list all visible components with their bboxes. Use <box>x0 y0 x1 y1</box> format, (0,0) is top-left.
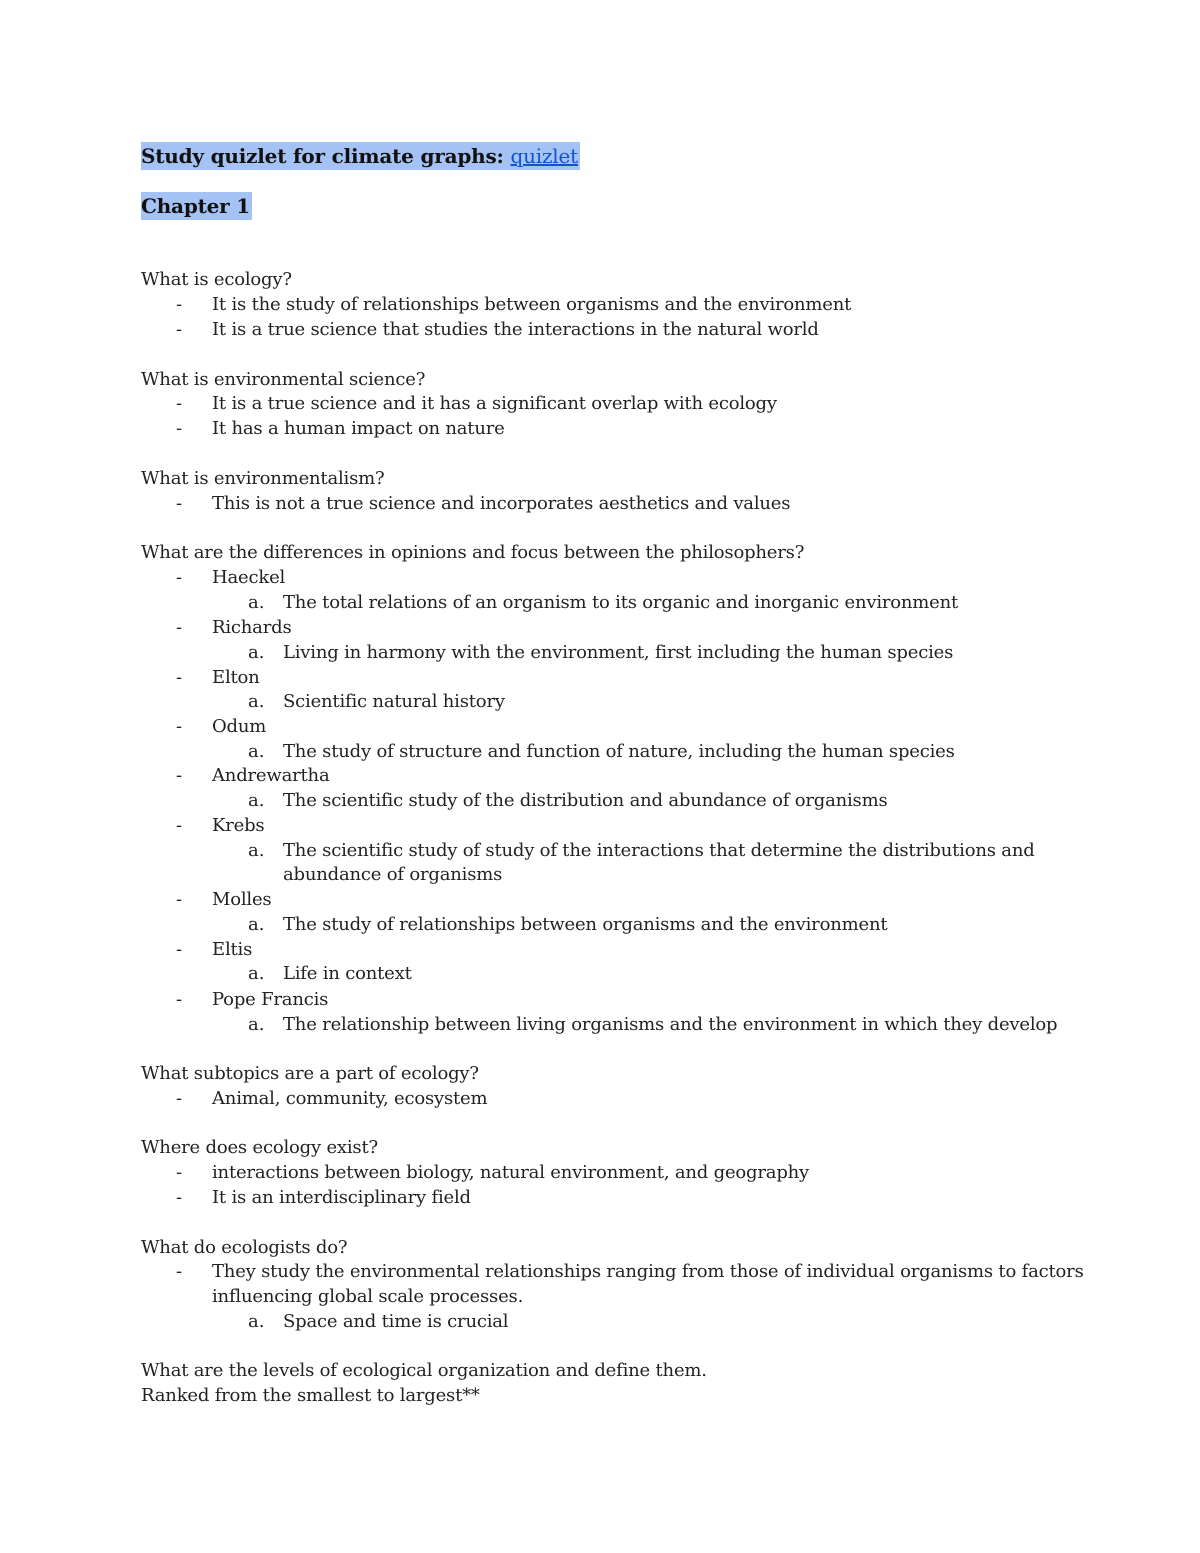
philosopher-name: Pope Francis <box>212 989 329 1010</box>
philosopher-name: Haeckel <box>212 567 286 588</box>
study-quizlet-label: Study quizlet for climate graphs: <box>141 144 511 168</box>
bullet-dash: - <box>176 989 183 1010</box>
bullet-dash: - <box>176 493 183 514</box>
bullet-dash: - <box>176 294 183 315</box>
philosopher-name: Elton <box>212 667 260 688</box>
question-where-ecology-exists: Where does ecology exist? <box>141 1137 378 1158</box>
answer-line: It is an interdisciplinary field <box>212 1187 471 1208</box>
sub-marker: a. <box>248 963 265 984</box>
question-environmental-science: What is environmental science? <box>141 369 426 390</box>
philosopher-name: Andrewartha <box>212 765 330 786</box>
answer-line: interactions between biology, natural environment, and geography <box>212 1162 810 1183</box>
sub-marker: a. <box>248 691 265 712</box>
philosopher-name: Molles <box>212 889 272 910</box>
philosopher-definition: Scientific natural history <box>283 691 505 712</box>
answer-line: It is the study of relationships between organisms and the environment <box>212 294 852 315</box>
philosopher-definition: The relationship between living organisms and the environment in which they develop <box>283 1014 1058 1035</box>
philosopher-name: Eltis <box>212 939 253 960</box>
chapter-heading: Chapter 1 <box>141 194 250 218</box>
philosopher-definition: The study of relationships between organisms and the environment <box>283 914 888 935</box>
bullet-dash: - <box>176 939 183 960</box>
bullet-dash: - <box>176 667 183 688</box>
answer-line: Animal, community, ecosystem <box>212 1088 488 1109</box>
philosopher-definition: Living in harmony with the environment, first including the human species <box>283 642 954 663</box>
philosopher-definition: The scientific study of study of the interactions that determine the distributions and <box>283 840 1035 861</box>
answer-line: It is a true science that studies the interactions in the natural world <box>212 319 819 340</box>
quizlet-link[interactable]: quizlet <box>510 144 578 168</box>
sub-marker: a. <box>248 592 265 613</box>
sub-marker: a. <box>248 1311 265 1332</box>
philosopher-definition: The study of structure and function of nature, including the human species <box>283 741 955 762</box>
sub-marker: a. <box>248 741 265 762</box>
bullet-dash: - <box>176 418 183 439</box>
bullet-dash: - <box>176 617 183 638</box>
answer-line-continued: influencing global scale processes. <box>212 1286 524 1307</box>
bullet-dash: - <box>176 1261 183 1282</box>
bullet-dash: - <box>176 1187 183 1208</box>
philosopher-definition-continued: abundance of organisms <box>283 864 503 885</box>
question-levels: What are the levels of ecological organization and define them. <box>141 1360 707 1381</box>
philosopher-definition: The scientific study of the distribution and abundance of organisms <box>283 790 888 811</box>
answer-line: This is not a true science and incorporates aesthetics and values <box>212 493 791 514</box>
philosopher-definition: Life in context <box>283 963 412 984</box>
question-philosophers: What are the differences in opinions and focus between the philosophers? <box>141 542 805 563</box>
bullet-dash: - <box>176 815 183 836</box>
sub-answer-line: Space and time is crucial <box>283 1311 509 1332</box>
philosopher-name: Richards <box>212 617 292 638</box>
question-subtopics: What subtopics are a part of ecology? <box>141 1063 479 1084</box>
bullet-dash: - <box>176 393 183 414</box>
sub-marker: a. <box>248 840 265 861</box>
bullet-dash: - <box>176 567 183 588</box>
answer-line: It has a human impact on nature <box>212 418 505 439</box>
sub-marker: a. <box>248 642 265 663</box>
philosopher-name: Krebs <box>212 815 265 836</box>
philosopher-name: Odum <box>212 716 267 737</box>
answer-line: They study the environmental relationships ranging from those of individual organisms to factors <box>212 1261 1084 1282</box>
bullet-dash: - <box>176 716 183 737</box>
bullet-dash: - <box>176 765 183 786</box>
question-ecologists: What do ecologists do? <box>141 1237 348 1258</box>
philosopher-definition: The total relations of an organism to its organic and inorganic environment <box>283 592 959 613</box>
question-environmentalism: What is environmentalism? <box>141 468 385 489</box>
bullet-dash: - <box>176 1162 183 1183</box>
bullet-dash: - <box>176 319 183 340</box>
sub-marker: a. <box>248 790 265 811</box>
answer-line: It is a true science and it has a significant overlap with ecology <box>212 393 777 414</box>
sub-marker: a. <box>248 1014 265 1035</box>
sub-marker: a. <box>248 914 265 935</box>
bullet-dash: - <box>176 1088 183 1109</box>
question-ecology: What is ecology? <box>141 269 292 290</box>
levels-note: Ranked from the smallest to largest** <box>141 1385 480 1406</box>
bullet-dash: - <box>176 889 183 910</box>
study-quizlet-heading <box>141 142 580 170</box>
